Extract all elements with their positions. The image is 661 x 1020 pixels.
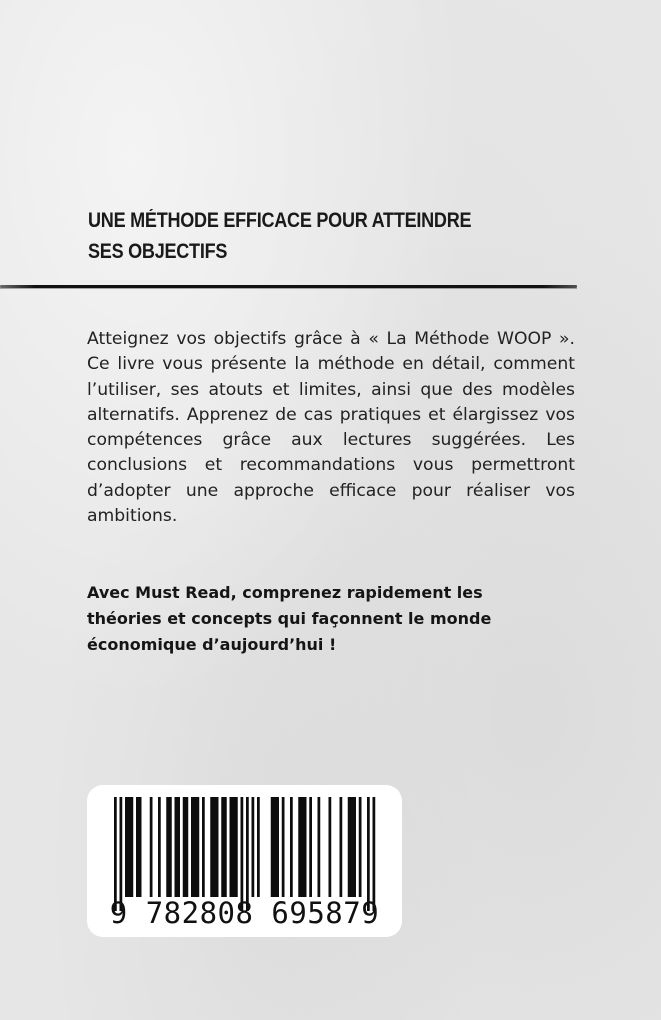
tagline: Avec Must Read, comprenez rapidement les théories et concepts qui façonnent le monde économique d’aujourd’hui ! (87, 583, 492, 654)
barcode-bar (282, 797, 285, 897)
barcode-bar (125, 797, 133, 897)
headline-line-1: UNE MÉTHODE EFFICACE POUR ATTEINDRE (88, 209, 472, 232)
barcode-guard-bar (241, 797, 244, 911)
barcode-bar (183, 797, 189, 897)
barcode-bar (252, 797, 255, 897)
barcode-bar (329, 797, 332, 897)
barcode-digits: 9 782808 695879 (109, 896, 380, 930)
barcode-bar (150, 797, 153, 897)
barcode-bar (221, 797, 227, 897)
barcode-bar (136, 797, 142, 897)
barcode-bar (257, 797, 260, 897)
barcode-bar (348, 797, 356, 897)
barcode-label (87, 785, 402, 937)
barcode-bar (230, 797, 238, 897)
barcode-bar (191, 797, 199, 897)
barcode-bar (359, 797, 362, 897)
barcode-bar (158, 797, 161, 897)
headline-line-2: SES OBJECTIFS (88, 240, 228, 263)
barcode-bar (290, 797, 293, 897)
barcode-bar (318, 797, 321, 897)
barcode-guard-bar (120, 797, 123, 911)
barcode-bar (202, 797, 205, 897)
barcode-bar (166, 797, 172, 897)
barcode-bar (298, 797, 306, 897)
barcode-bar (309, 797, 312, 897)
divider-rule (0, 285, 577, 288)
barcode-bar (271, 797, 279, 897)
barcode-bar (340, 797, 343, 897)
barcode-guard-bar (373, 797, 376, 911)
description-paragraph: Atteignez vos objectifs grâce à « La Méthode WOOP ». Ce livre vous présente la méthode en détail, comment l’utiliser, ses atouts et limites, ainsi que des modèles alternatifs. Apprenez de cas pratiques et élargissez vos compétences grâce aux lectures suggérées. Les conclusions et recommandations vous permettront d’adopter une approche efficace pour réaliser vos ambitions. (87, 329, 575, 527)
barcode-guard-bar (246, 797, 249, 911)
barcode-bar (210, 797, 218, 897)
headline (88, 205, 501, 267)
barcode-guard-bar (114, 797, 117, 911)
barcode-bar (175, 797, 181, 897)
barcode-guard-bar (367, 797, 370, 911)
